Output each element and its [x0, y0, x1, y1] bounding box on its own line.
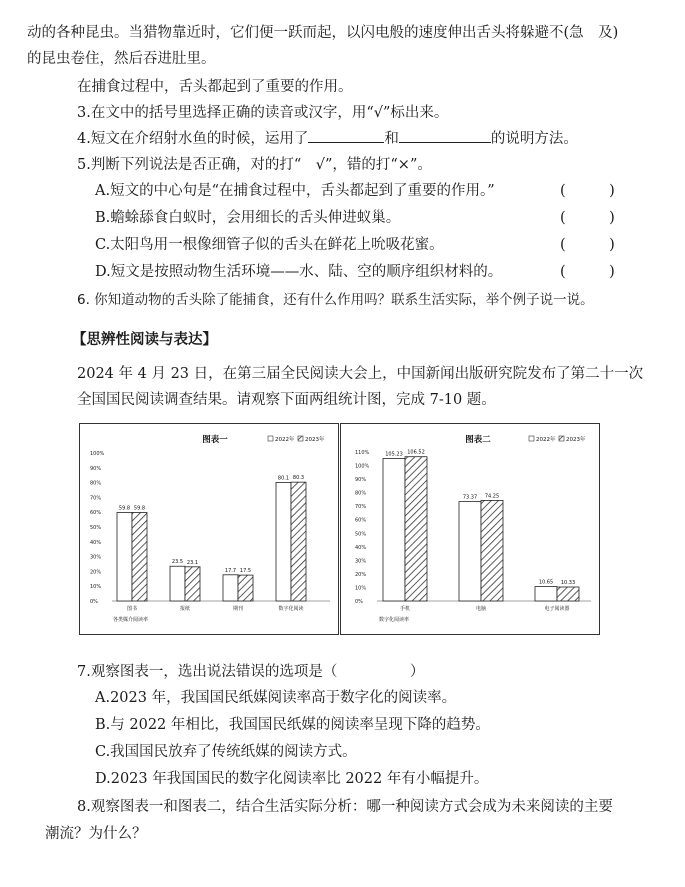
- y-tick-label: 100%: [355, 463, 370, 470]
- question-5: 5.判断下列说法是否正确，对的打“ √”，错的打“×”。: [77, 157, 432, 173]
- answer-blank-2[interactable]: [399, 142, 491, 143]
- y-tick-label: 90%: [355, 477, 367, 484]
- y-tick-label: 80%: [355, 490, 367, 497]
- y-tick-label: 10%: [355, 585, 367, 592]
- data-label: 80.3: [292, 475, 305, 482]
- question-7: 7.观察图表一，选出说法错误的选项是（ ）: [77, 664, 425, 680]
- bar-2023-0: [132, 512, 147, 601]
- bar-2023-0: [405, 457, 427, 601]
- y-tick-label: 40%: [90, 539, 102, 546]
- intro-line-2: 全国国民阅读调查结果。请观察下面两组统计图，完成 7-10 题。: [77, 392, 496, 408]
- answer-paren-5d[interactable]: ( ): [560, 264, 615, 280]
- y-tick-label: 30%: [355, 558, 367, 565]
- question-5-option-d: D.短文是按照动物生活环境——水、陆、空的顺序组织材料的。: [95, 264, 503, 280]
- question-6: 6. 你知道动物的舌头除了能捕食，还有什么作用吗？联系生活实际，举个例子说一说。: [77, 292, 594, 308]
- y-tick-label: 90%: [90, 465, 102, 472]
- y-tick-label: 0%: [355, 599, 363, 605]
- question-3: 3.在文中的括号里选择正确的读音或汉字，用“√”标出来。: [77, 105, 449, 121]
- y-tick-label: 80%: [90, 480, 102, 487]
- x-axis-label: 数字化阅读率: [379, 617, 410, 623]
- category-label: 期刊: [232, 606, 244, 612]
- question-5-option-a: A.短文的中心句是“在捕食过程中，舌头都起到了重要的作用。”: [95, 183, 495, 199]
- question-4: [77, 129, 578, 149]
- y-tick-label: 110%: [355, 450, 370, 456]
- bar-2023-2: [557, 587, 579, 601]
- passage-line-3: 在捕食过程中，舌头都起到了重要的作用。: [77, 79, 353, 95]
- bar-2022-1: [459, 502, 481, 601]
- y-tick-label: 60%: [355, 517, 367, 524]
- bar-2023-1: [185, 567, 200, 601]
- question-7-option-c: C.我国国民放弃了传统纸媒的阅读方式。: [95, 744, 357, 760]
- chart-1: [80, 424, 338, 634]
- legend-label-2022: 2022年: [275, 437, 295, 443]
- question-7-option-a: A.2023 年，我国国民纸媒阅读率高于数字化的阅读率。: [95, 690, 457, 706]
- chart-2-frame: [340, 423, 600, 635]
- legend-swatch-2022: [268, 436, 273, 441]
- section-heading: 【思辨性阅读与表达】: [72, 332, 217, 348]
- category-label: 电子阅读器: [544, 606, 570, 612]
- y-tick-label: 50%: [355, 531, 367, 538]
- data-label: 80.1: [277, 475, 290, 482]
- bar-2023-2: [238, 575, 253, 601]
- legend-swatch-2023: [298, 436, 303, 441]
- bar-2022-2: [535, 587, 557, 601]
- x-axis-label: 各类媒介阅读率: [113, 617, 149, 623]
- passage-line-2: 的昆虫卷住，然后吞进肚里。: [27, 51, 216, 67]
- data-label: 23.5: [171, 559, 184, 566]
- y-tick-label: 20%: [90, 569, 102, 576]
- chart-title: 图表一: [202, 435, 228, 445]
- question-7-option-d: D.2023 年我国国民的数字化阅读率比 2022 年有小幅提升。: [95, 771, 489, 787]
- question-7-option-b: B.与 2022 年相比，我国国民纸媒的阅读率呈现下降的趋势。: [95, 717, 490, 733]
- y-tick-label: 20%: [355, 571, 367, 578]
- data-label: 10.33: [560, 580, 576, 587]
- chart-legend: [529, 435, 586, 443]
- data-label: 59.8: [118, 505, 131, 512]
- y-tick-label: 100%: [90, 451, 105, 457]
- chart-legend: [268, 435, 325, 443]
- y-tick-label: 30%: [90, 554, 102, 561]
- answer-paren-5b[interactable]: ( ): [560, 210, 615, 226]
- legend-label-2023: 2023年: [305, 437, 325, 443]
- data-label: 74.25: [484, 493, 500, 500]
- data-label: 10.65: [538, 579, 554, 586]
- legend-swatch-2022: [529, 436, 534, 441]
- data-label: 105.23: [385, 451, 403, 458]
- category-label: 图书: [126, 606, 138, 612]
- answer-paren-5c[interactable]: ( ): [560, 237, 615, 253]
- answer-blank-1[interactable]: [308, 142, 384, 143]
- question-8-line-2: 潮流？为什么？: [45, 826, 147, 842]
- data-label: 17.5: [239, 568, 252, 575]
- chart-title: 图表二: [465, 435, 491, 445]
- legend-swatch-2023: [559, 436, 564, 441]
- data-label: 23.1: [186, 559, 199, 566]
- y-tick-label: 10%: [90, 584, 102, 591]
- data-label: 106.52: [407, 449, 425, 456]
- bar-2022-0: [383, 458, 405, 601]
- bar-2022-1: [170, 566, 185, 601]
- bar-2022-2: [223, 575, 238, 601]
- bar-2023-1: [481, 500, 503, 601]
- answer-paren-5a[interactable]: ( ): [560, 183, 615, 199]
- category-label: 报纸: [179, 606, 191, 612]
- y-tick-label: 40%: [355, 544, 367, 551]
- category-label: 手机: [399, 606, 411, 612]
- y-tick-label: 0%: [90, 599, 98, 605]
- bar-2022-3: [276, 482, 291, 601]
- legend-label-2023: 2023年: [566, 437, 586, 443]
- question-5-option-c: C.太阳鸟用一根像细管子似的舌头在鲜花上吮吸花蜜。: [95, 237, 444, 253]
- chart-2: [341, 424, 599, 634]
- question-4-text-b: 和: [384, 131, 399, 147]
- question-5-option-b: B.蟾蜍舔食白蚁时，会用细长的舌头伸进蚁巢。: [95, 210, 401, 226]
- legend-label-2022: 2022年: [536, 437, 556, 443]
- chart-1-frame: [79, 423, 339, 635]
- y-tick-label: 70%: [90, 495, 102, 502]
- category-label: 数字化阅读: [278, 606, 304, 612]
- intro-line-1: 2024 年 4 月 23 日，在第三届全民阅读大会上，中国新闻出版研究院发布了第二十一次: [77, 366, 644, 382]
- passage-line-1: 动的各种昆虫。当猎物靠近时，它们便一跃而起，以闪电般的速度伸出舌头将躲避不(急 及): [27, 25, 619, 41]
- y-tick-label: 50%: [90, 525, 102, 531]
- bar-2023-3: [291, 482, 306, 601]
- data-label: 73.37: [462, 494, 478, 501]
- data-label: 17.7: [224, 567, 237, 574]
- data-label: 59.8: [133, 505, 146, 512]
- question-4-text-c: 的说明方法。: [490, 131, 578, 147]
- question-4-text-a: 4.短文在介绍射水鱼的时候，运用了: [77, 131, 309, 147]
- bar-2022-0: [117, 512, 132, 601]
- question-8-line-1: 8.观察图表一和图表二，结合生活实际分析：哪一种阅读方式会成为未来阅读的主要: [77, 799, 613, 815]
- category-label: 电脑: [475, 606, 487, 612]
- y-tick-label: 60%: [90, 510, 102, 517]
- y-tick-label: 70%: [355, 504, 367, 511]
